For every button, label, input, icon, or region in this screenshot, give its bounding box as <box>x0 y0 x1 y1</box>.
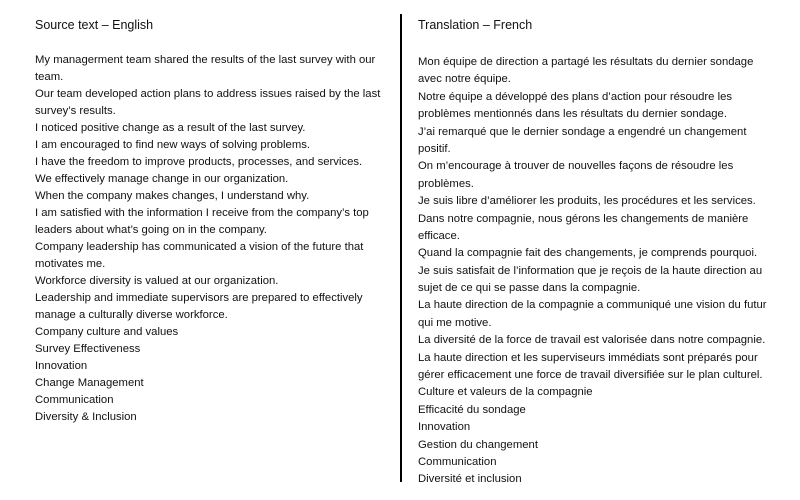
translation-line: positif. <box>418 142 451 155</box>
source-line: I am encouraged to find new ways of solving problems. <box>35 139 311 151</box>
translation-line: La haute direction de la compagnie a communiqué une vision du futur <box>418 299 767 312</box>
source-line: Company culture and values <box>35 326 179 338</box>
translation-line: Communication <box>418 455 497 468</box>
source-line: Change Management <box>35 377 144 389</box>
source-line: team. <box>35 71 64 83</box>
translation-line: Je suis libre d’améliorer les produits, les procédures et les services. <box>418 195 756 208</box>
source-line: Leadership and immediate supervisors are prepared to effectively <box>35 292 363 304</box>
source-line: Workforce diversity is valued at our organization. <box>35 275 279 287</box>
source-line: When the company makes changes, I understand why. <box>35 190 310 202</box>
source-line: We effectively manage change in our organization. <box>35 173 289 185</box>
source-line: Survey Effectiveness <box>35 343 141 355</box>
translation-line: Innovation <box>418 421 471 434</box>
translation-line: Dans notre compagnie, nous gérons les changements de manière <box>418 212 749 225</box>
translation-line: Diversité et inclusion <box>418 473 522 486</box>
source-line: Our team developed action plans to address issues raised by the last <box>35 88 381 100</box>
translation-line: Culture et valeurs de la compagnie <box>418 386 593 399</box>
source-line: leaders about what’s going on in the company. <box>35 224 267 236</box>
column-divider <box>400 14 402 482</box>
source-line: Diversity & Inclusion <box>35 411 137 423</box>
source-line: motivates me. <box>35 258 106 270</box>
source-line: survey’s results. <box>35 105 116 117</box>
translation-line: Gestion du changement <box>418 438 538 451</box>
translation-line: qui me motive. <box>418 316 492 329</box>
translation-line: Mon équipe de direction a partagé les résultats du dernier sondage <box>418 56 754 68</box>
source-line: Company leadership has communicated a vision of the future that <box>35 241 364 253</box>
translation-line: Quand la compagnie fait des changements, je comprends pourquoi. <box>418 247 758 260</box>
source-line: manage a culturally diverse workforce. <box>35 309 228 321</box>
source-line: I have the freedom to improve products, processes, and services. <box>35 156 363 168</box>
translation-line: problèmes mentionnés dans les résultats du dernier sondage. <box>418 108 727 121</box>
translation-line: sujet de ce qui se passe dans la compagnie. <box>418 282 641 295</box>
translation-heading: Translation – French <box>418 18 533 32</box>
source-line: I am satisfied with the information I receive from the company’s top <box>35 207 369 219</box>
source-heading: Source text – English <box>35 18 154 32</box>
source-line: I noticed positive change as a result of the last survey. <box>35 122 306 134</box>
translation-line: Je suis satisfait de l’information que je reçois de la haute direction au <box>418 264 763 277</box>
translation-line: Notre équipe a développé des plans d’action pour résoudre les <box>418 90 733 103</box>
source-line: Communication <box>35 394 114 406</box>
translation-line: avec notre équipe. <box>418 73 511 86</box>
translation-line: efficace. <box>418 229 460 242</box>
translation-line: J’ai remarqué que le dernier sondage a engendré un changement <box>418 125 747 138</box>
translation-line: On m’encourage à trouver de nouvelles façons de résoudre les <box>418 160 734 173</box>
translation-line: Efficacité du sondage <box>418 403 526 416</box>
translation-line: problèmes. <box>418 177 474 190</box>
translation-line: gérer efficacement une force de travail diversifiée sur le plan culturel. <box>418 369 763 382</box>
translation-line: La diversité de la force de travail est valorisée dans notre compagnie. <box>418 334 766 347</box>
source-line: My managerment team shared the results of the last survey with our <box>35 54 376 66</box>
translation-line: La haute direction et les superviseurs immédiats sont préparés pour <box>418 351 758 364</box>
source-text-lines <box>35 52 380 426</box>
translation-text-lines <box>418 54 767 489</box>
source-line: Innovation <box>35 360 88 372</box>
